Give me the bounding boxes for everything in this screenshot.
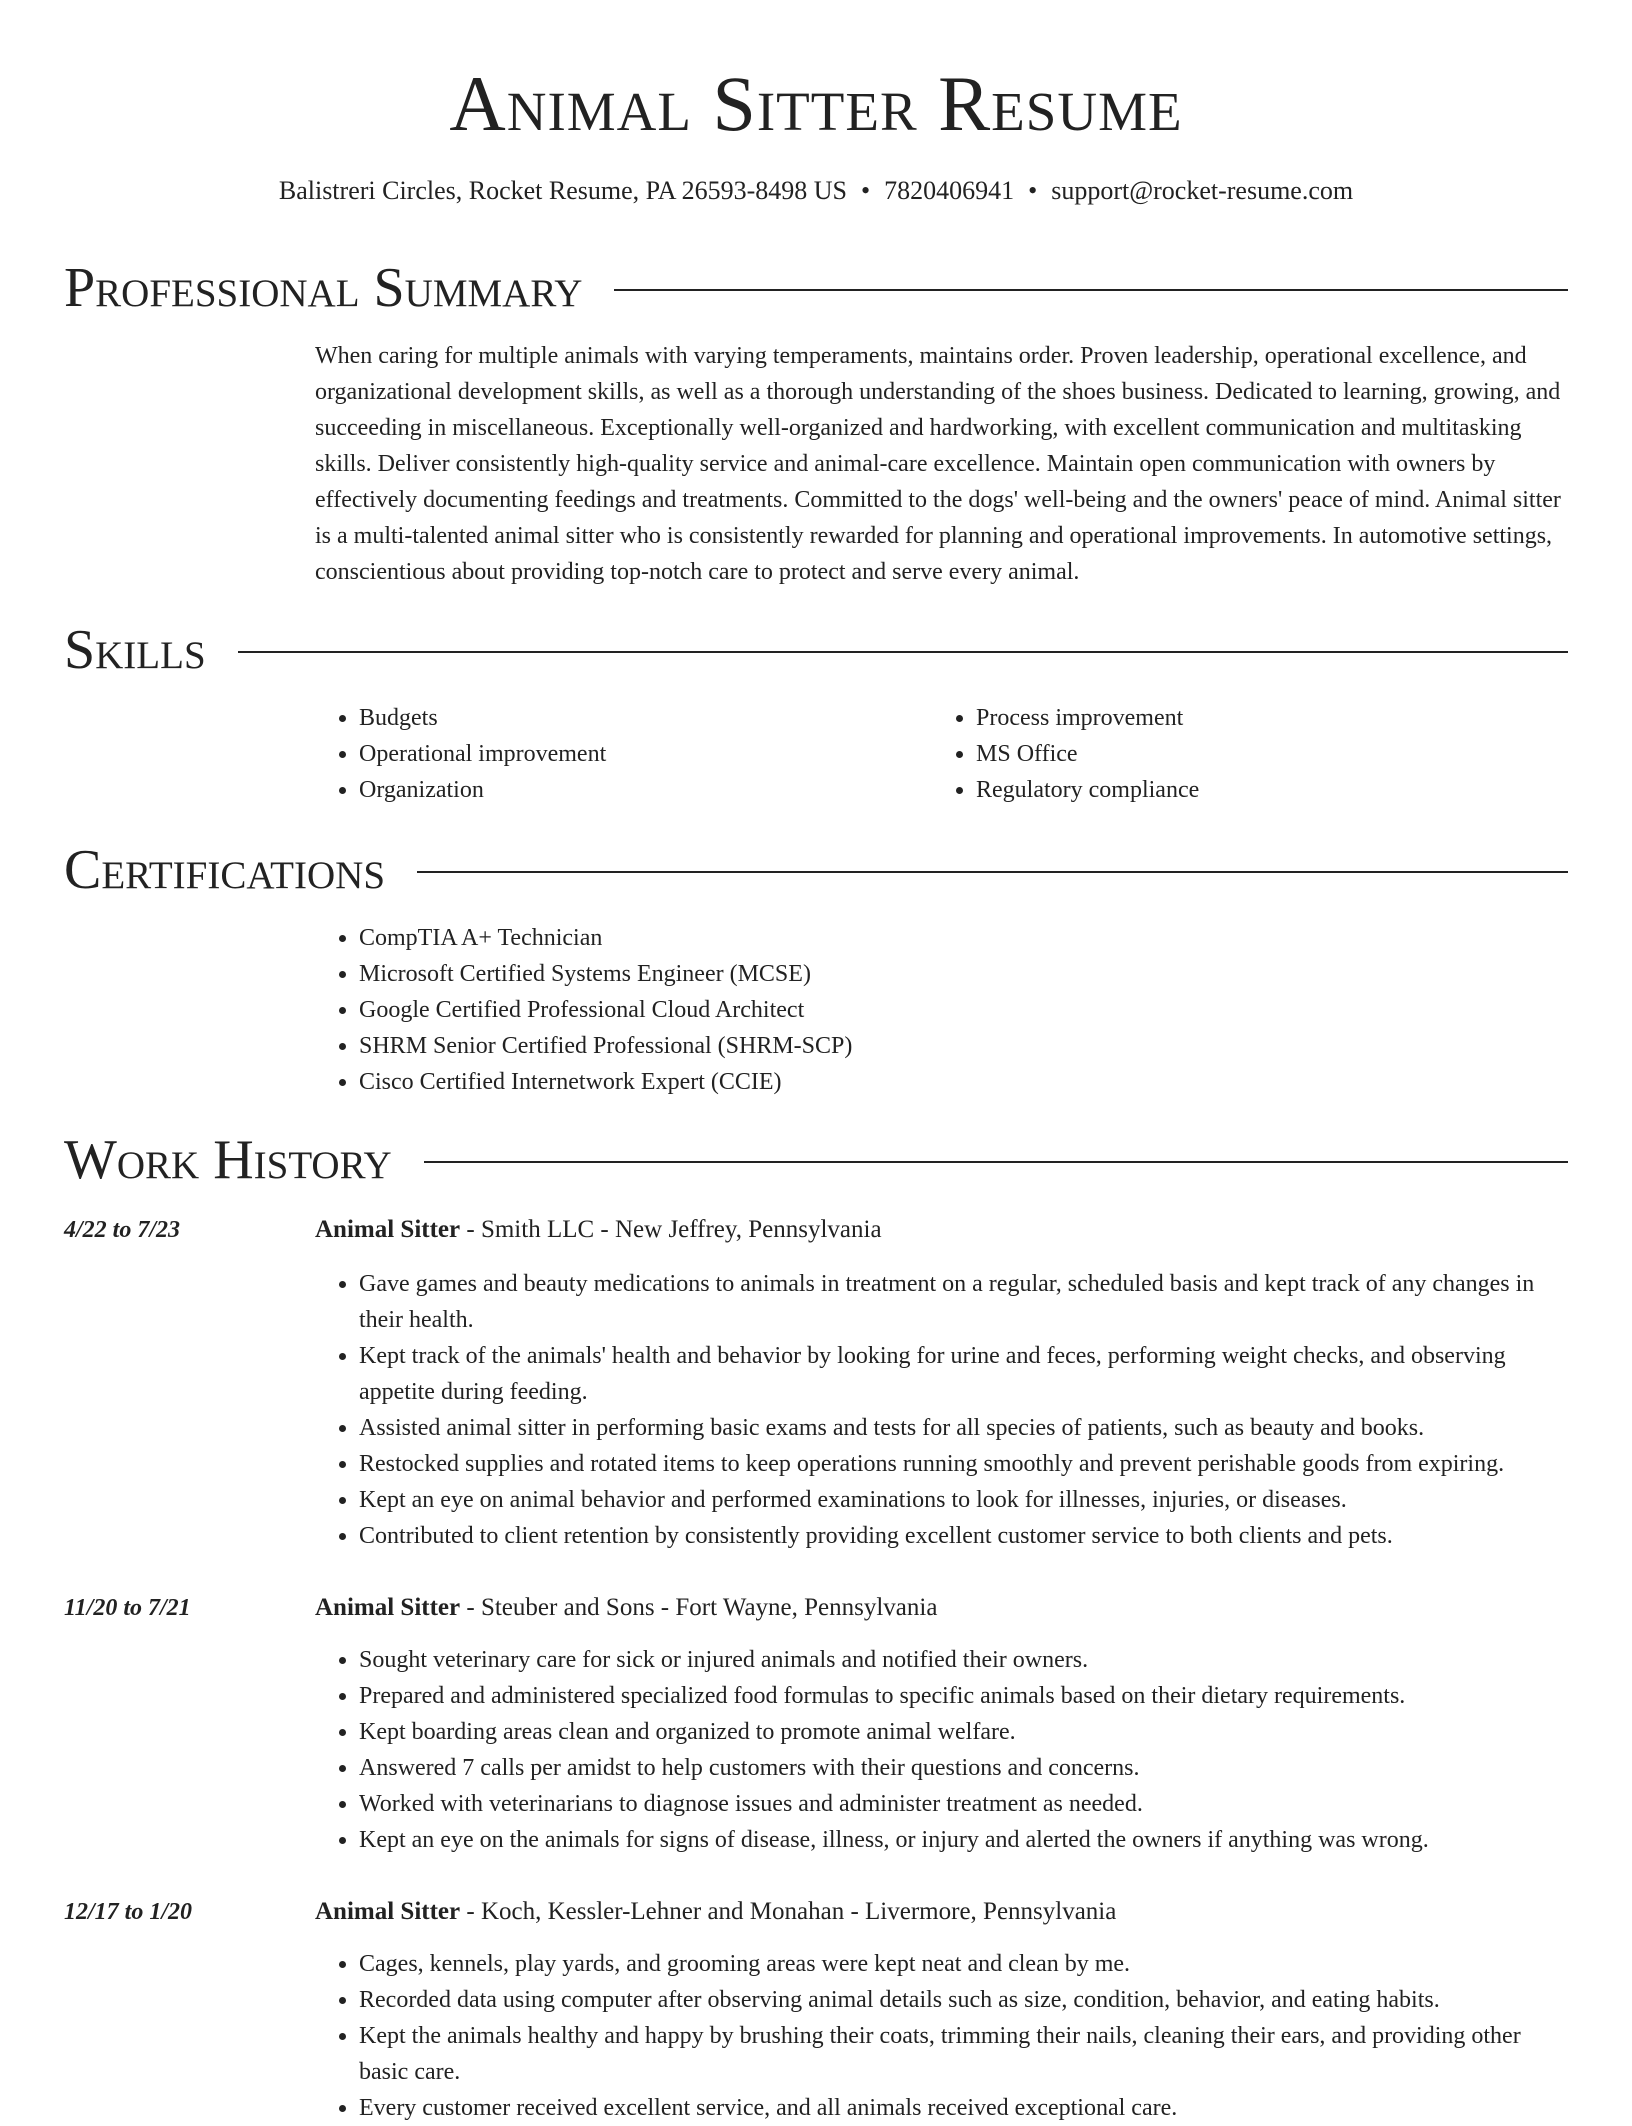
job-duties-list [315,1642,1565,1858]
job-duty-item: • Kept boarding areas clean and organized to promote animal welfare. [359,1714,1565,1750]
job-duty-item: • Cages, kennels, play yards, and grooming areas were kept neat and clean by me. [359,1946,1565,1982]
job-duty-item: • Every customer received excellent service, and all animals received exceptional care. [359,2090,1565,2126]
skills-column-left [315,700,606,808]
certification-item: • CompTIA A+ Technician [359,920,852,956]
job-dates: 4/22 to 7/23 [64,1217,181,1243]
skill-item: • MS Office [976,736,1199,772]
section-divider [424,1161,1568,1163]
summary-section-header [64,256,1568,320]
certification-item: • Cisco Certified Internetwork Expert (CCIE) [359,1064,852,1100]
skill-item: • Budgets [359,700,606,736]
contact-email: support@rocket-resume.com [1051,176,1354,205]
skills-section-header [64,618,1568,682]
job-duty-item: • Kept an eye on the animals for signs of disease, illness, or injury and alerted the owners if anything was wrong. [359,1822,1565,1858]
job-duty-item: • Worked with veterinarians to diagnose issues and administer treatment as needed. [359,1786,1565,1822]
job-duty-item: • Kept an eye on animal behavior and performed examinations to look for illnesses, injuries, or diseases. [359,1482,1565,1518]
work-history-heading: Work History [64,1129,392,1191]
job-dates: 11/20 to 7/21 [64,1595,191,1621]
skill-item: • Organization [359,772,606,808]
summary-heading: Professional Summary [64,257,583,319]
skill-item: • Operational improvement [359,736,606,772]
skill-item: • Process improvement [976,700,1199,736]
job-duty-item: • Kept track of the animals' health and behavior by looking for urine and feces, performing weight checks, and observing appetite during feeding. [359,1338,1565,1410]
section-divider [417,871,1568,873]
resume-title: Animal Sitter Resume [449,60,1183,147]
job-duty-item: • Gave games and beauty medications to animals in treatment on a regular, scheduled basis and kept track of any changes in their health. [359,1266,1565,1338]
job-heading [315,1590,937,1626]
job-duties-list [315,1946,1565,2126]
contact-separator: • [1028,176,1038,205]
job-duty-item: • Prepared and administered specialized food formulas to specific animals based on their dietary requirements. [359,1678,1565,1714]
job-company-location: - Smith LLC - New Jeffrey, Pennsylvania [460,1216,882,1243]
certification-item: • SHRM Senior Certified Professional (SHRM-SCP) [359,1028,852,1064]
contact-address: Balistreri Circles, Rocket Resume, PA 26593-8498 US [278,176,847,205]
job-dates: 12/17 to 1/20 [64,1899,193,1925]
job-duties-list [315,1266,1565,1554]
certifications-section-header [64,838,1568,902]
contact-line [0,174,1632,208]
skill-item: • Regulatory compliance [976,772,1199,808]
job-heading [315,1894,1116,1930]
job-duty-item: • Assisted animal sitter in performing basic exams and tests for all species of patients, such as beauty and books. [359,1410,1565,1446]
contact-phone: 7820406941 [884,176,1015,205]
certifications-list [315,920,852,1100]
certifications-heading: Certifications [64,839,386,901]
job-company-location: - Steuber and Sons - Fort Wayne, Pennsylvania [460,1594,938,1621]
job-company-location: - Koch, Kessler-Lehner and Monahan - Livermore, Pennsylvania [460,1898,1117,1925]
certification-item: • Microsoft Certified Systems Engineer (MCSE) [359,956,852,992]
job-title: Animal Sitter [315,1898,461,1925]
job-duty-item: • Contributed to client retention by consistently providing excellent customer service to both clients and pets. [359,1518,1565,1554]
work-history-section-header [64,1128,1568,1192]
skills-heading: Skills [64,619,206,681]
job-duty-item: • Kept the animals healthy and happy by brushing their coats, trimming their nails, cleaning their ears, and providing other basic care. [359,2018,1565,2090]
section-divider [238,651,1568,653]
contact-separator: • [860,176,871,205]
job-duty-item: • Restocked supplies and rotated items to keep operations running smoothly and prevent perishable goods from expiring. [359,1446,1565,1482]
job-duty-item: • Recorded data using computer after observing animal details such as size, condition, behavior, and eating habits. [359,1982,1565,2018]
job-duty-item: • Answered 7 calls per amidst to help customers with their questions and concerns. [359,1750,1565,1786]
job-heading [315,1212,882,1248]
job-title: Animal Sitter [315,1594,461,1621]
job-title: Animal Sitter [315,1216,461,1243]
section-divider [614,289,1568,291]
skills-column-right [932,700,1199,808]
job-duty-item: • Sought veterinary care for sick or injured animals and notified their owners. [359,1642,1565,1678]
summary-text: When caring for multiple animals with varying temperaments, maintains order. Proven leadership, operational excellence, and organizational development skills, as well as a thorough understanding of the shoes business. Dedicated to learning, growing, and succeeding in miscellaneous. Exceptionally well-organized and hardworking, with excellent communication and multitasking skills. Deliver consistently high-quality service and animal-care excellence. Maintain open communication with owners by effectively documenting feedings and treatments. Committed to the dogs' well-being and the owners' peace of mind. Animal sitter is a multi-talented animal sitter who is consistently rewarded for planning and operational improvements. In automotive settings, conscientious about providing top-notch care to protect and serve every animal. [315,343,1561,585]
certification-item: • Google Certified Professional Cloud Architect [359,992,852,1028]
